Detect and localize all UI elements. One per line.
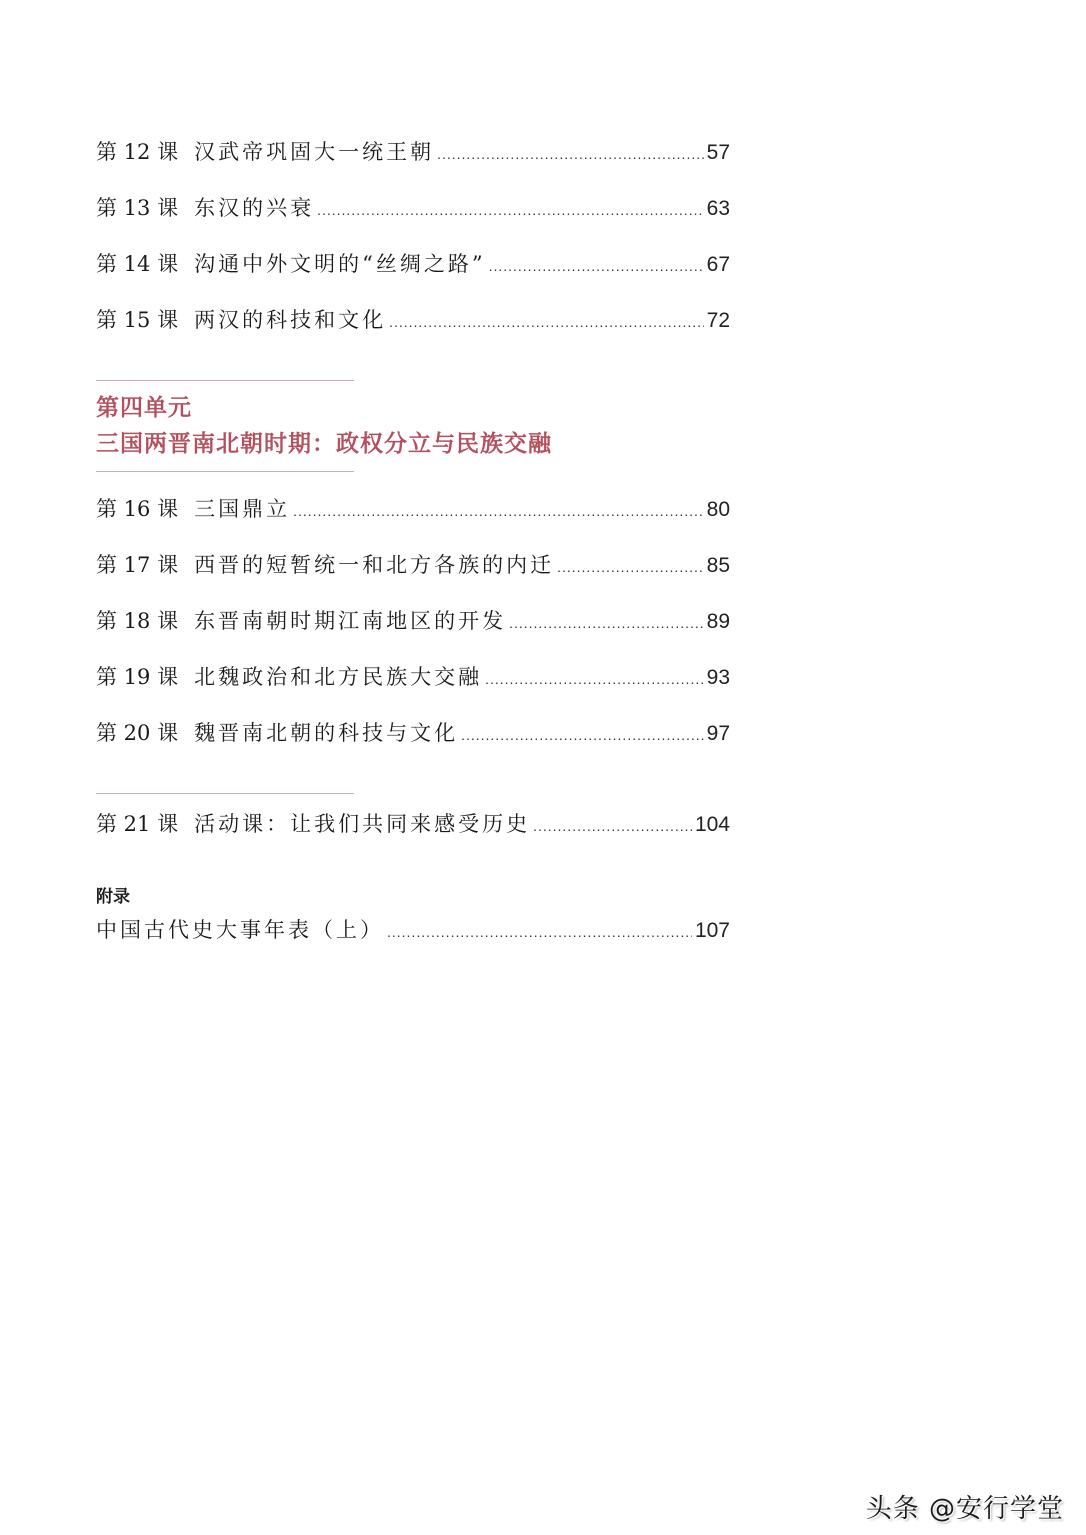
dot-leader [533, 811, 692, 841]
page-number: 72 [706, 309, 730, 332]
appendix-title: 中国古代史大事年表（上） [96, 918, 384, 942]
dot-leader [489, 251, 704, 281]
page-number: 67 [706, 253, 730, 276]
toc-entry-lesson-20[interactable] [96, 718, 730, 748]
page-number: 85 [706, 554, 730, 577]
appendix-label: 附录 [96, 887, 130, 907]
page-number: 104 [694, 813, 730, 836]
lesson-title: 两汉的科技和文化 [194, 308, 387, 332]
dot-leader [437, 139, 704, 169]
lesson-number: 第 16 课 [96, 497, 179, 521]
page-number: 63 [706, 197, 730, 220]
unit-divider-bottom [96, 471, 354, 472]
lesson-number: 第 14 课 [96, 252, 179, 276]
lesson-title: 东晋南朝时期江南地区的开发 [194, 609, 507, 633]
toc-entry-lesson-21[interactable] [96, 809, 730, 839]
lesson-number: 第 20 课 [96, 721, 179, 745]
lesson-title: 活动课：让我们共同来感受历史 [194, 812, 531, 836]
toc-entry-lesson-13[interactable] [96, 193, 730, 223]
toc-entry-appendix-chronology[interactable] [96, 915, 730, 945]
toc-entry-lesson-14[interactable] [96, 249, 730, 279]
lesson-title: 北魏政治和北方民族大交融 [194, 665, 483, 689]
page-number: 107 [694, 919, 730, 942]
lesson-number: 第 18 课 [96, 609, 179, 633]
dot-leader [461, 720, 704, 750]
dot-leader [317, 195, 704, 225]
toc-entry-lesson-16[interactable] [96, 494, 730, 524]
lesson-number: 第 19 课 [96, 665, 179, 689]
toc-entry-lesson-18[interactable] [96, 606, 730, 636]
dot-leader [557, 552, 704, 582]
activity-divider [96, 793, 354, 794]
watermark: 头条 @安行学堂 [865, 1494, 1064, 1524]
dot-leader [389, 307, 704, 337]
unit-label[interactable]: 第四单元 [96, 394, 192, 421]
lesson-title: 沟通中外文明的“丝绸之路” [194, 252, 486, 276]
lesson-number: 第 13 课 [96, 196, 179, 220]
toc-entry-lesson-15[interactable] [96, 305, 730, 335]
lesson-title: 魏晋南北朝的科技与文化 [194, 721, 459, 745]
lesson-title: 东汉的兴衰 [194, 196, 315, 220]
lesson-title: 汉武帝巩固大一统王朝 [194, 140, 435, 164]
dot-leader [293, 496, 704, 526]
lesson-number: 第 12 课 [96, 140, 179, 164]
page-number: 57 [706, 141, 730, 164]
lesson-number: 第 17 课 [96, 553, 179, 577]
page-number: 89 [706, 610, 730, 633]
toc-entry-lesson-19[interactable] [96, 662, 730, 692]
unit-title[interactable]: 三国两晋南北朝时期：政权分立与民族交融 [96, 430, 552, 457]
lesson-title: 三国鼎立 [194, 497, 291, 521]
dot-leader [387, 917, 692, 947]
toc-entry-lesson-12[interactable] [96, 137, 730, 167]
lesson-number: 第 21 课 [96, 812, 179, 836]
lesson-number: 第 15 课 [96, 308, 179, 332]
dot-leader [485, 664, 704, 694]
lesson-title: 西晋的短暂统一和北方各族的内迁 [194, 553, 555, 577]
page-number: 97 [706, 722, 730, 745]
page-number: 93 [706, 666, 730, 689]
page-number: 80 [706, 498, 730, 521]
toc-entry-lesson-17[interactable] [96, 550, 730, 580]
unit-divider-top [96, 380, 354, 381]
dot-leader [509, 608, 704, 638]
